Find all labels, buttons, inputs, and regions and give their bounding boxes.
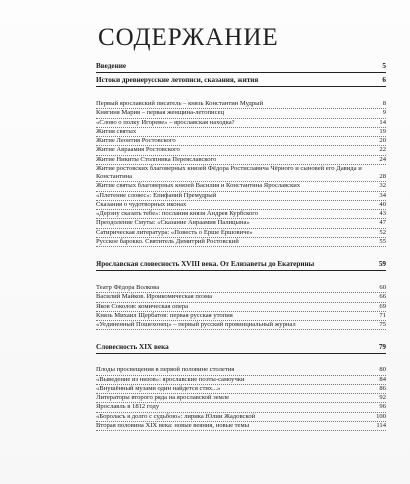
entry-title: «Слово о полку Игореве» – ярославская находка? xyxy=(96,118,235,126)
entry-title: Житие Леонтия Ростовского xyxy=(96,137,176,144)
toc-entry[interactable] xyxy=(96,165,386,183)
entry-title: Преодоление Смуты: «Сказание Авраамия Палицына» xyxy=(96,219,250,227)
entry-page: 47 xyxy=(379,219,386,227)
toc-group-19th-century xyxy=(96,366,386,431)
table-of-contents xyxy=(96,62,386,444)
section-label: Ярославская словесность XVIII века. От Елизаветы до Екатерины xyxy=(96,260,315,268)
entry-title: Сказания о чудотворных иконах xyxy=(96,200,187,208)
entry-page: 100 xyxy=(376,412,386,420)
entry-page: 19 xyxy=(379,127,386,135)
toc-entry[interactable] xyxy=(96,413,386,422)
section-label: Введение xyxy=(96,62,127,70)
entry-title: Русское барокко. Святитель Димитрий Ростовский xyxy=(96,237,239,245)
toc-entry[interactable] xyxy=(96,385,386,394)
entry-title: Первый ярославский писатель – князь Константин Мудрый xyxy=(96,100,264,107)
toc-entry[interactable] xyxy=(96,137,386,146)
entry-page: 114 xyxy=(376,421,386,429)
section-label: Словесность XIX века xyxy=(96,343,169,352)
entry-page: 20 xyxy=(379,137,386,144)
entry-title: Литераторы второго ряда на ярославской земле xyxy=(96,394,230,401)
section-page: 59 xyxy=(378,260,386,268)
entry-title: Княгиня Мария – первая женщина-летописец xyxy=(96,109,225,117)
section-label: Истоки древнерусские летописи, сказания, жития xyxy=(96,76,259,84)
entry-title: «Уединенный Пошехонец» – первый русский провинциальный журнал xyxy=(96,321,296,328)
entry-page: 86 xyxy=(379,384,386,392)
entry-page: 96 xyxy=(379,403,386,411)
entry-title: «Дерзну сказать тебе»: послания князя Андрея Курбского xyxy=(96,210,259,217)
entry-title: Сатирическая литература: «Повесть о Ерше Ершовиче» xyxy=(96,228,253,236)
entry-page: 60 xyxy=(379,284,386,291)
entry-page: 32 xyxy=(379,182,386,190)
toc-entry[interactable] xyxy=(96,100,386,109)
entry-title: «Внушённый музами один найдется стих...» xyxy=(96,384,221,392)
entry-page: 92 xyxy=(379,394,386,401)
entry-title: Яков Соколов: комическая опера xyxy=(96,302,189,310)
toc-entry[interactable] xyxy=(96,192,386,201)
toc-entry[interactable] xyxy=(96,403,386,412)
entry-title: Житие Никиты Столпника Переяславского xyxy=(96,155,217,163)
toc-entry[interactable] xyxy=(96,376,386,385)
entry-page: 80 xyxy=(379,366,386,374)
toc-entry[interactable] xyxy=(96,321,386,330)
entry-page: 66 xyxy=(379,293,386,301)
entry-title: Василий Майков. Ироикомическая поэма xyxy=(96,293,213,301)
entry-title: Князь Михаил Щербатов: первая русская утопия xyxy=(96,311,233,319)
toc-entry[interactable] xyxy=(96,303,386,312)
section-page: 6 xyxy=(382,76,386,84)
toc-entry[interactable] xyxy=(96,182,386,191)
page-title: СОДЕРЖАНИЕ xyxy=(98,24,279,51)
toc-entry[interactable] xyxy=(96,109,386,118)
entry-page: 9 xyxy=(382,109,386,117)
entry-page: 14 xyxy=(379,118,386,126)
entry-page: 75 xyxy=(379,321,386,328)
toc-entry[interactable] xyxy=(96,394,386,403)
toc-entry[interactable] xyxy=(96,293,386,302)
toc-entry[interactable] xyxy=(96,119,386,128)
toc-entry[interactable] xyxy=(96,366,386,375)
toc-entry[interactable] xyxy=(96,210,386,219)
section-page: 5 xyxy=(382,62,386,70)
entry-page: 22 xyxy=(379,146,386,154)
entry-title: «Плетение словес»: Епифаний Премудрый xyxy=(96,191,217,199)
toc-entry[interactable] xyxy=(96,156,386,165)
toc-section-19th-century[interactable] xyxy=(96,343,386,354)
toc-entry[interactable] xyxy=(96,238,386,247)
entry-title: «Бороласъ я долго с судьбою»: лирика Юлии Жадовской xyxy=(96,412,256,420)
entry-page: 43 xyxy=(379,210,386,217)
entry-title: Житие Авраамия Ростовского xyxy=(96,146,180,154)
entry-page: 34 xyxy=(379,191,386,199)
toc-entry[interactable] xyxy=(96,201,386,210)
entry-page: 28 xyxy=(379,173,386,180)
entry-page: 84 xyxy=(379,375,386,383)
entry-title: Жития святых xyxy=(96,127,137,135)
entry-title: Плоды просвещения в первой половине столетия xyxy=(96,366,235,374)
entry-page: 69 xyxy=(379,302,386,310)
toc-entry[interactable] xyxy=(96,284,386,293)
toc-section-intro[interactable] xyxy=(96,62,386,73)
toc-group-18th-century xyxy=(96,284,386,330)
entry-page: 52 xyxy=(379,228,386,236)
entry-page: 8 xyxy=(382,100,386,107)
toc-entry[interactable] xyxy=(96,312,386,321)
entry-title: Театр Фёдора Волкова xyxy=(96,284,160,291)
entry-page: 55 xyxy=(379,237,386,245)
toc-section-18th-century[interactable] xyxy=(96,260,386,271)
section-page: 79 xyxy=(378,343,386,352)
toc-entry[interactable] xyxy=(96,422,386,431)
toc-entry[interactable] xyxy=(96,146,386,155)
toc-entry[interactable] xyxy=(96,229,386,238)
toc-group-origins xyxy=(96,100,386,247)
toc-entry[interactable] xyxy=(96,219,386,228)
entry-page: 40 xyxy=(379,200,386,208)
entry-page: 71 xyxy=(379,311,386,319)
entry-title: Вторая половина XIX века: новые веяния, новые темы xyxy=(96,421,250,429)
toc-section-origins[interactable] xyxy=(96,76,386,87)
entry-title: «Выведение из низов»: ярославские поэты-самоучки xyxy=(96,375,245,383)
entry-page: 24 xyxy=(379,155,386,163)
entry-title: Ярославль в 1812 году xyxy=(96,403,160,411)
entry-title: Житие святых благоверных князей Василия и Константина Ярославских xyxy=(96,182,301,190)
toc-entry[interactable] xyxy=(96,128,386,137)
entry-title: Житие ростовских благоверных князей Фёдора Ростиславича Чёрного и сыновей его Давида и Константина xyxy=(96,164,362,180)
